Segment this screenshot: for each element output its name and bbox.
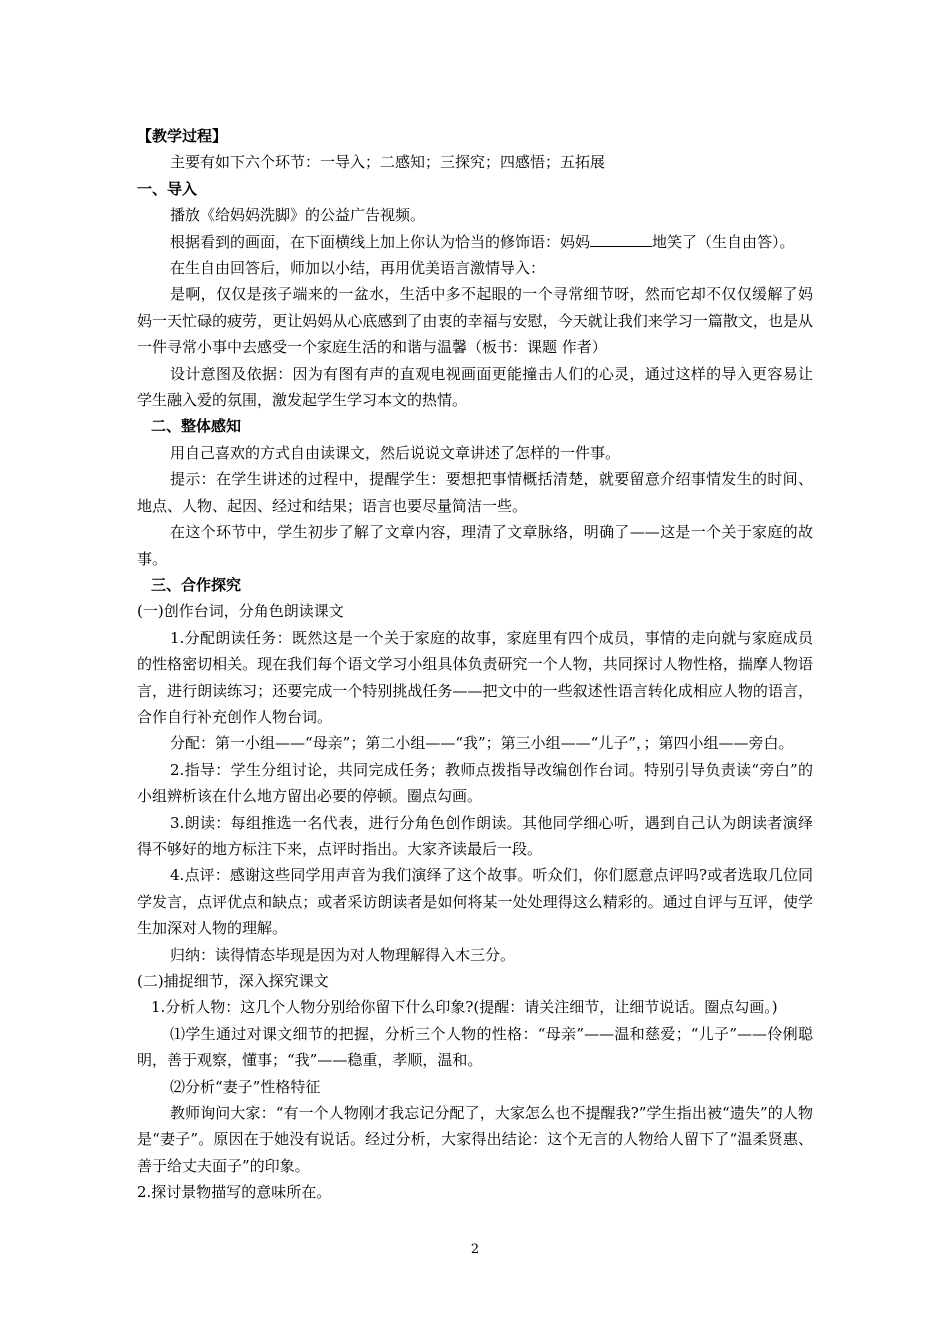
paragraph-part: 地笑了（生自由答）。 [652, 232, 795, 251]
fill-in-blank [590, 232, 652, 247]
paragraph: 在这个环节中，学生初步了解了文章内容，理清了文章脉络，明确了——这是一个关于家庭的故事。 [137, 523, 813, 568]
subheading: (一)创作台词，分角色朗读课文 [137, 602, 344, 621]
paragraph: 分配：第一小组——“母亲”；第二小组——“我”；第三小组——“儿子”，；第四小组——旁白。 [170, 734, 794, 753]
paragraph: 4.点评：感谢这些同学用声音为我们演绎了这个故事。听众们，你们愿意点评吗?或者选取几位同学发言，点评优点和缺点；或者采访朗读者是如何将某一处处理得这么精彩的。通过自评与互评，使学生加深对人物的理解。 [137, 866, 813, 938]
paragraph: 播放《给妈妈洗脚》的公益广告视频。 [170, 206, 426, 225]
subheading: (二)捕捉细节，深入探究课文 [137, 972, 329, 990]
paragraph: 设计意图及依据：因为有图有声的直观电视画面更能撞击人们的心灵，通过这样的导入更容易让学生融入爱的氛围，激发起学生学习本文的热情。 [137, 364, 813, 410]
paragraph: 用自己喜欢的方式自由读课文，然后说说文章讲述了怎样的一件事。 [170, 443, 621, 462]
overview-paragraph: 主要有如下六个环节：一导入；二感知；三探究；四感悟；五拓展 [170, 153, 606, 172]
paragraph: 2.探讨景物描写的意味所在。 [137, 1183, 332, 1202]
fill-in-paragraph [137, 229, 813, 255]
paragraph: 在生自由回答后，师加以小结，再用优美语言激情导入： [170, 259, 546, 278]
section-title: 【教学过程】 [137, 127, 228, 145]
paragraph: 归纳：读得情态毕现是因为对人物理解得入木三分。 [170, 945, 516, 964]
paragraph: 1.分配朗读任务：既然这是一个关于家庭的故事，家庭里有四个成员，事情的走向就与家庭成员的性格密切相关。现在我们每个语文学习小组具体负责研究一个人物，共同探讨人物性格，揣摩人物语言，进行朗读练习；还要完成一个特别挑战任务——把文中的一些叙述性语言转化成相应人物的语言，合作自行补充创作人物台词。 [137, 628, 813, 726]
paragraph-part: 根据看到的画面，在下面横线上加上你认为恰当的修饰语：妈妈 [170, 232, 591, 251]
heading-intro: 一、导入 [137, 179, 198, 198]
heading-explore: 三、合作探究 [151, 575, 242, 594]
paragraph: 3.朗读：每组推选一名代表，进行分角色创作朗读。其他同学细心听，遇到自己认为朗读者演绎得不够好的地方标注下来，点评时指出。大家齐读最后一段。 [137, 813, 813, 858]
paragraph: 1.分析人物：这几个人物分别给你留下什么印象?(提醒：请关注细节，让细节说话。圈点勾画。) [151, 998, 778, 1017]
paragraph: 教师询问大家：“有一个人物刚才我忘记分配了，大家怎么也不提醒我?”学生指出被“遗失”的人物是“妻子”。原因在于她没有说话。经过分析，大家得出结论：这个无言的人物给人留下了“温柔贤惠、善于给丈夫面子”的印象。 [137, 1104, 813, 1175]
page-number: 2 [470, 1242, 480, 1257]
paragraph: ⑴学生通过对课文细节的把握，分析三个人物的性格：“母亲”——温和慈爱；“儿子”——伶俐聪明，善于观察，懂事；“我”——稳重，孝顺，温和。 [137, 1024, 813, 1070]
paragraph: 2.指导：学生分组讨论，共同完成任务；教师点拨指导改编创作台词。特别引导负责读“旁白”的小组辨析该在什么地方留出必要的停顿。圈点勾画。 [137, 760, 813, 806]
document-body [137, 123, 813, 1206]
paragraph: 是啊，仅仅是孩子端来的一盆水，生活中多不起眼的一个寻常细节呀，然而它却不仅仅缓解了妈妈一天忙碌的疲劳，更让妈妈从心底感到了由衷的幸福与安慰，今天就让我们来学习一篇散文，也是从一件寻常小事中去感受一个家庭生活的和谐与温馨（板书：课题 作者） [137, 285, 813, 357]
paragraph: 提示：在学生讲述的过程中，提醒学生：要想把事情概括清楚，就要留意介绍事情发生的时间、地点、人物、起因、经过和结果；语言也要尽量简洁一些。 [137, 470, 813, 515]
heading-overview: 二、整体感知 [151, 417, 242, 436]
paragraph: ⑵分析“妻子”性格特征 [170, 1077, 321, 1096]
